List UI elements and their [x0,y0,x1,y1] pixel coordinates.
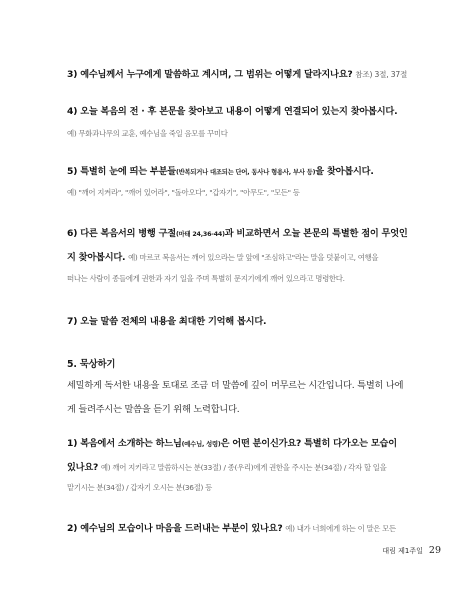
question-6-reference: (마태 24,36-44) [175,231,225,238]
meditation-question-1-line-2 [67,459,386,473]
question-7 [67,313,266,327]
question-6-line-1 [67,225,408,239]
question-6-text-b: 과 비교하면서 오늘 본문의 특별한 점이 무엇인 [224,228,408,239]
meditation-question-1-example-2: 맡기시는 분(34절) / 갑자기 오시는 분(36절) 등 [67,483,213,492]
meditation-question-2 [67,520,396,534]
question-3-reference: 참조) 3절, 37절 [355,70,408,79]
question-6-text-c: 지 찾아봅시다. [67,252,126,263]
meditation-question-1-note: (예수님, 성령) [181,441,221,448]
meditation-question-1-text-c: 있나요? [67,462,99,473]
meditation-question-2-example: 예) 내가 너희에게 하는 이 말은 모든 [285,524,396,533]
question-4-example: 예) 무화과나무의 교훈, 예수님을 죽일 음모를 꾸미다 [67,129,228,138]
question-6-line-2 [67,249,378,263]
question-5-text-b: 을 찾아봅시다. [315,166,374,177]
meditation-question-1-line-1 [67,435,397,449]
question-3 [67,66,407,80]
section-body-line-2: 게 들려주시는 말씀을 듣기 위해 노력합니다. [67,404,240,415]
footer-label: 대림 제1주일 [382,547,423,555]
section-body-line-1: 세밀하게 독서한 내용을 토대로 조금 더 말씀에 깊이 머무르는 시간입니다. 특별히 나에 [67,380,404,391]
meditation-question-1-text-a: 1) 복음에서 소개하는 하느님 [67,438,182,449]
question-5 [67,163,374,177]
question-4 [67,103,397,117]
question-5-note: (반복되거나 대조되는 단어, 동사나 형용사, 부사 등) [175,169,316,176]
question-6-text-a: 6) 다른 복음서의 병행 구절 [67,228,176,239]
question-6-example-1: 예) 마르코 복음서는 깨어 있으라는 말 앞에 "조심하고"라는 말을 덧붙이고, 여행을 [128,253,379,262]
question-7-text: 7) 오늘 말씀 전체의 내용을 최대한 기억해 봅시다. [67,316,267,327]
page-footer [382,545,441,556]
section-title: 5. 묵상하기 [67,359,116,370]
question-3-text: 3) 예수님께서 누구에게 말씀하고 계시며, 그 범위는 어떻게 달라지나요? [67,69,353,80]
meditation-question-1-text-b: 은 어떤 분이신가요? 특별히 다가오는 모습이 [220,438,397,449]
question-5-example: 예) "깨어 지켜라", "깨어 있어라", "돌아오다", "갑자기", "아무도", "모든" 등 [67,188,300,197]
question-4-text: 4) 오늘 복음의 전 · 후 본문을 찾아보고 내용이 어떻게 연결되어 있는지 찾아봅시다. [67,106,398,117]
meditation-question-1-example-1: 예) 깨어 지키라고 말씀하시는 분(33절) / 종(우리)에게 권한을 주시는 분(34절) / 각자 할 일을 [100,463,387,472]
question-5-text-a: 5) 특별히 눈에 띄는 부분들 [67,166,176,177]
question-6-example-2: 떠나는 사람이 종들에게 권한과 자기 일을 주며 특별히 문지기에게 깨어 있으라고 명령한다. [67,274,345,283]
meditation-question-2-text: 2) 예수님의 모습이나 마음을 드러내는 부분이 있나요? [67,523,283,534]
page-number: 29 [428,545,441,556]
